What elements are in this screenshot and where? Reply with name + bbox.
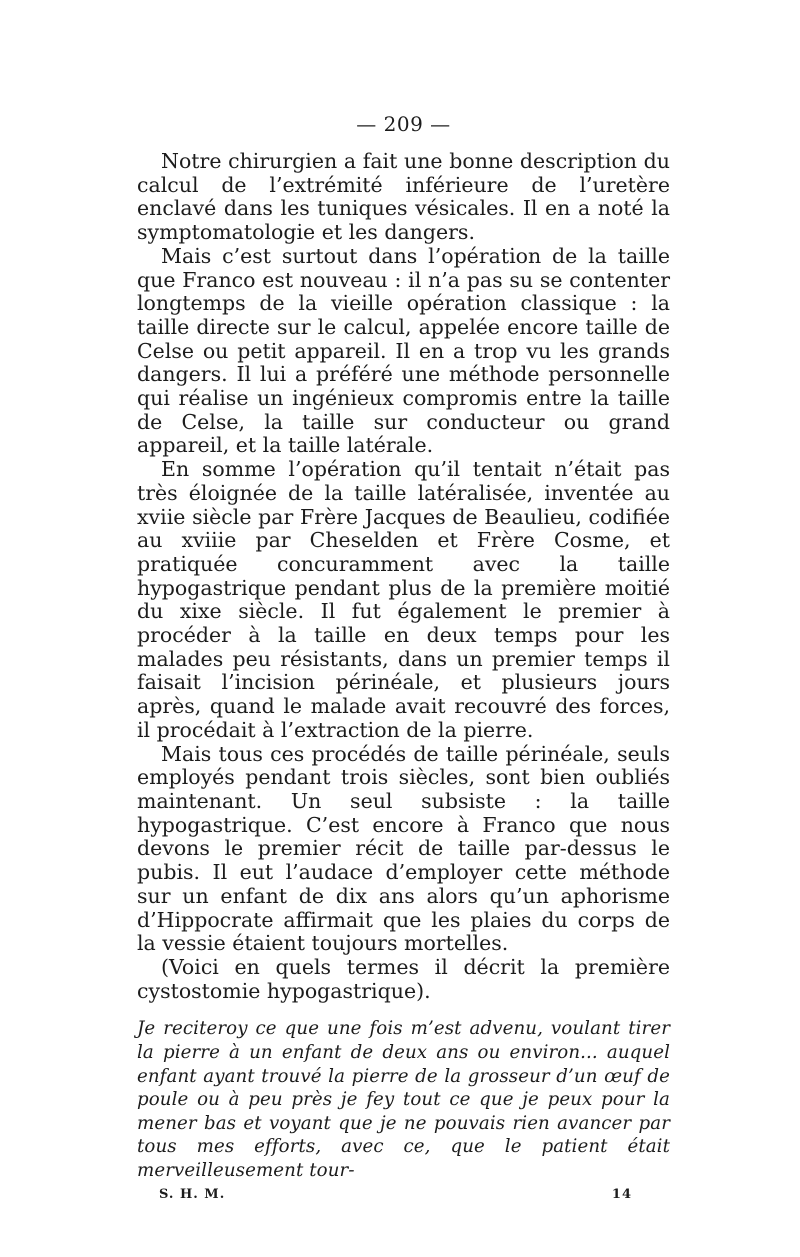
- franco-quote: [137, 1017, 670, 1182]
- paragraph-3: En somme l’opération qu’il tentait n’était pas très éloignée de la taille latéralisée, inventée au xviie siècle par Frère Jacques de Beaulieu, codifiée au xviiie par Cheselden et Frère Cosme, et pratiquée concuramment avec la taille hypogastrique pendant plus de la première moitié du xixe siècle. Il fut également le premier à procéder à la taille en deux temps pour les malades peu résistants, dans un premier temps il faisait l’incision périnéale, et plusieurs jours après, quand le malade avait recouvré des forces, il procédait à l’extraction de la pierre.: [137, 457, 670, 742]
- quote-text: Je reciteroy ce que une fois m’est advenu, voulant tirer la pierre à un enfant de deux ans ou environ... auquel enfant ayant trouvé la pierre de la grosseur d’un œuf de poule ou à peu près je fey tout ce que je peux pour la mener bas et voyant que je ne pouvais rien avancer par tous mes efforts, avec ce, que le patient était merveilleusement tour-: [137, 1018, 670, 1181]
- page-footer: [137, 1186, 670, 1204]
- page-number: — 209 —: [356, 112, 451, 136]
- paragraph-2: Mais c’est surtout dans l’opération de la taille que Franco est nouveau : il n’a pas su se contenter longtemps de la vieille opération classique : la taille directe sur le calcul, appelée encore taille de Celse ou petit appareil. Il en a trop vu les grands dangers. Il lui a préféré une méthode personnelle qui réalise un ingénieux compromis entre la taille de Celse, la taille sur conducteur ou grand appareil, et la taille latérale.: [137, 243, 670, 458]
- signature-number: 14: [611, 1187, 632, 1203]
- paragraph-4: Mais tous ces procédés de taille périnéale, seuls employés pendant trois siècles, sont bien oubliés maintenant. Un seul subsiste : la taille hypogastrique. C’est encore à Franco que nous devons le premier récit de taille par-dessus le pubis. Il eut l’audace d’employer cette méthode sur un enfant de dix ans alors qu’un aphorisme d’Hippocrate affirmait que les plaies du corps de la vessie étaient toujours mortelles.: [137, 741, 670, 956]
- book-page: [137, 112, 670, 1204]
- paragraph-1: Notre chirurgien a fait une bonne description du calcul de l’extrémité inférieure de l’uretère enclavé dans les tuniques vésicales. Il en a noté la symptomatologie et les dangers.: [137, 149, 670, 245]
- printer-signature: S. H. M.: [159, 1187, 226, 1203]
- paragraph-5: (Voici en quels termes il décrit la première cystostomie hypogastrique).: [137, 954, 670, 1003]
- body-text: [137, 150, 670, 1003]
